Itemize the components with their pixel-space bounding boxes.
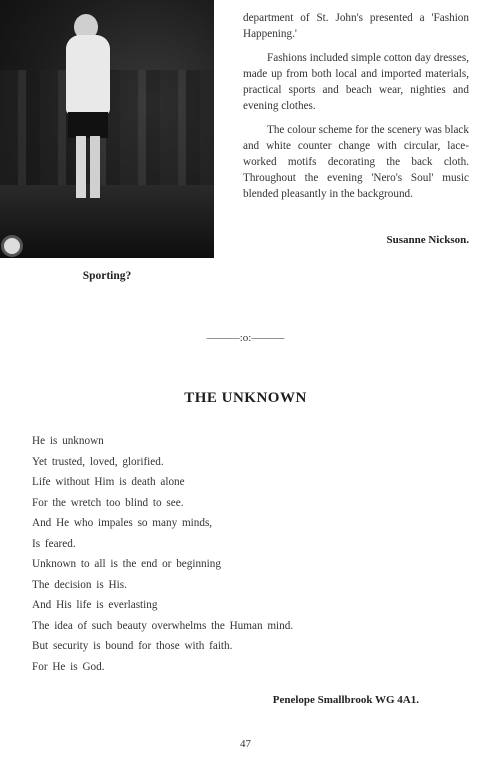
poem-title: THE UNKNOWN — [184, 390, 307, 406]
poem-line: For He is God. — [32, 660, 105, 673]
model-blouse — [66, 35, 110, 115]
spotlight-lamp — [4, 238, 20, 254]
poem-line: He is unknown — [32, 435, 104, 447]
poem-author: Penelope Smallbrook WG 4A1. — [272, 694, 419, 706]
photo-caption: Sporting? — [82, 270, 132, 282]
poem-body — [32, 431, 452, 677]
article-paragraph: The colour scheme for the scenery was black and white counter change with circular, lace-worked motifs decorating the back cloth. Throughout the evening 'Nero's Soul' music blended pleasantly in the background. — [243, 124, 469, 200]
poem-line: Life without Him is death alone — [32, 476, 185, 488]
poem-line: But security is bound for those with faith. — [32, 640, 233, 652]
poem-line: Unknown to all is the end or beginning — [32, 558, 221, 570]
poem-line: The decision is His. — [32, 578, 127, 591]
poem-line: And He who impales so many minds, — [32, 517, 213, 529]
fashion-show-photo — [0, 0, 214, 258]
poem-line: Yet trusted, loved, glorified. — [32, 455, 164, 468]
article-paragraph: Fashions included simple cotton day dresses, made up from both local and imported materials, practical sports and beach wear, nighties and evening clothes. — [243, 52, 469, 112]
section-divider: ———:o:——— — [206, 332, 285, 344]
poem-line: The idea of such beauty overwhelms the Human mind. — [32, 619, 294, 632]
article-paragraph: department of St. John's presented a 'Fashion Happening.' — [243, 12, 469, 40]
model-legs — [76, 136, 100, 198]
page-number: 47 — [240, 738, 251, 750]
article-text — [243, 10, 469, 210]
poem-line: Is feared. — [32, 537, 76, 550]
poem-line: And His life is everlasting — [32, 599, 158, 611]
stage-floor — [0, 185, 214, 258]
model-shorts — [68, 112, 108, 138]
poem-line: For the wretch too blind to see. — [32, 496, 184, 509]
article-signature: Susanne Nickson. — [386, 234, 469, 246]
